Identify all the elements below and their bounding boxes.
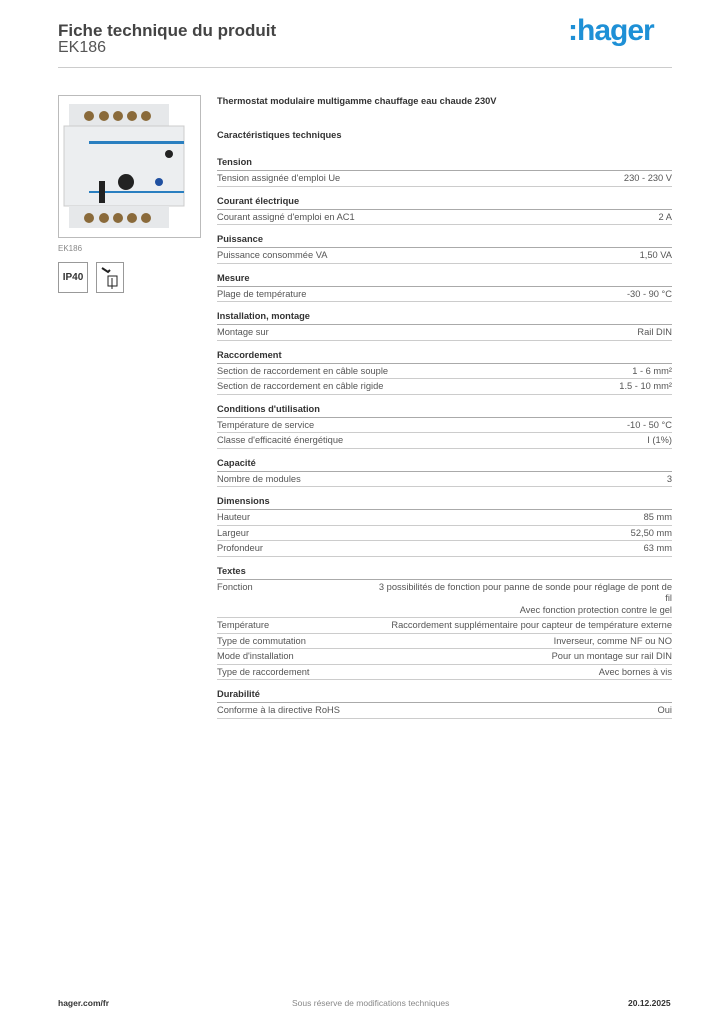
spec-section-title: Courant électrique <box>217 195 672 210</box>
spec-section-title: Raccordement <box>217 349 672 364</box>
spec-row <box>217 618 672 634</box>
spec-row <box>217 171 672 187</box>
spec-section-title: Puissance <box>217 233 672 248</box>
spec-section <box>217 272 672 303</box>
spec-label: Conforme à la directive RoHS <box>217 705 340 715</box>
spec-row <box>217 210 672 226</box>
spec-section <box>217 233 672 264</box>
spec-row <box>217 526 672 542</box>
spec-row <box>217 472 672 488</box>
hager-logo: :hager <box>568 14 654 47</box>
spec-value: Raccordement supplémentaire pour capteur de température externe <box>391 620 672 630</box>
product-description: Thermostat modulaire multigamme chauffage eau chaude 230V <box>217 96 497 106</box>
spec-value: 63 mm <box>643 543 672 553</box>
spec-value: 1.5 - 10 mm² <box>619 381 672 391</box>
spec-value: Pour un montage sur rail DIN <box>551 651 672 661</box>
spec-value: 1,50 VA <box>639 250 672 260</box>
spec-label: Section de raccordement en câble rigide <box>217 381 384 391</box>
spec-value: 2 A <box>658 211 672 222</box>
spec-value: Rail DIN <box>637 327 672 337</box>
ip40-badge: IP40 <box>58 262 88 293</box>
spec-row <box>217 248 672 264</box>
spec-value: 3 possibilités de fonction pour panne de sonde pour réglage de pont de fil Avec fonction protection contre le gel <box>378 581 672 615</box>
spec-label: Température <box>217 620 270 630</box>
spec-section-title: Mesure <box>217 272 672 287</box>
spec-row <box>217 379 672 395</box>
spec-row <box>217 433 672 449</box>
spec-section <box>217 403 672 449</box>
spec-row <box>217 541 672 557</box>
rail-mount-icon <box>96 262 124 293</box>
product-image <box>58 95 201 238</box>
spec-value: 3 <box>666 473 672 484</box>
image-caption: EK186 <box>58 244 83 253</box>
spec-label: Section de raccordement en câble souple <box>217 365 389 376</box>
spec-label: Hauteur <box>217 512 251 522</box>
spec-section <box>217 565 672 681</box>
spec-row <box>217 580 672 619</box>
header-divider <box>58 67 672 68</box>
spec-section-title: Tension <box>217 156 672 171</box>
spec-label: Montage sur <box>217 327 269 337</box>
spec-value: -30 - 90 °C <box>626 288 672 299</box>
spec-section-title: Conditions d'utilisation <box>217 403 672 418</box>
spec-row <box>217 649 672 665</box>
spec-label: Tension assignée d'emploi Ue <box>217 173 341 183</box>
spec-section <box>217 195 672 226</box>
spec-label: Mode d'installation <box>217 651 294 661</box>
spec-row <box>217 703 672 719</box>
spec-label: Puissance consommée VA <box>217 250 328 260</box>
spec-value: 230 - 230 V <box>623 173 672 183</box>
spec-label: Fonction <box>217 581 253 592</box>
spec-section <box>217 688 672 719</box>
spec-value: 52,50 mm <box>630 527 672 538</box>
spec-value: 85 mm <box>643 512 672 522</box>
footer-note: Sous réserve de modifications techniques <box>292 998 450 1008</box>
spec-value: Oui <box>657 705 672 715</box>
spec-value: Avec bornes à vis <box>598 666 672 677</box>
spec-section-title: Durabilité <box>217 688 672 703</box>
spec-label: Type de commutation <box>217 635 306 646</box>
spec-label: Plage de température <box>217 288 307 299</box>
spec-label: Type de raccordement <box>217 666 310 677</box>
spec-section <box>217 156 672 187</box>
spec-label: Nombre de modules <box>217 473 301 484</box>
spec-row <box>217 325 672 341</box>
spec-content <box>217 96 672 727</box>
product-code: EK186 <box>58 39 107 56</box>
spec-section <box>217 310 672 341</box>
section-heading: Caractéristiques techniques <box>217 130 342 140</box>
spec-row <box>217 287 672 303</box>
spec-value: -10 - 50 °C <box>626 419 672 430</box>
footer-site-link[interactable]: hager.com/fr <box>58 998 110 1008</box>
spec-row <box>217 634 672 650</box>
spec-section <box>217 349 672 395</box>
spec-value: I (1%) <box>647 435 672 445</box>
spec-label: Classe d'efficacité énergétique <box>217 435 344 445</box>
spec-section-title: Installation, montage <box>217 310 672 325</box>
footer-date: 20.12.2025 <box>628 998 671 1008</box>
spec-value: Inverseur, comme NF ou NO <box>553 635 672 646</box>
spec-label: Largeur <box>217 527 250 538</box>
spec-row <box>217 665 672 681</box>
spec-label: Courant assigné d'emploi en AC1 <box>217 211 355 222</box>
spec-section <box>217 495 672 557</box>
spec-value: 1 - 6 mm² <box>632 365 672 376</box>
spec-section-title: Capacité <box>217 457 672 472</box>
spec-section-title: Dimensions <box>217 495 672 510</box>
spec-section <box>217 457 672 488</box>
spec-section-title: Textes <box>217 565 672 580</box>
page-title: Fiche technique du produit <box>58 21 277 40</box>
spec-row <box>217 510 672 526</box>
spec-label: Température de service <box>217 419 315 430</box>
spec-row <box>217 364 672 380</box>
spec-label: Profondeur <box>217 543 263 553</box>
spec-row <box>217 418 672 434</box>
